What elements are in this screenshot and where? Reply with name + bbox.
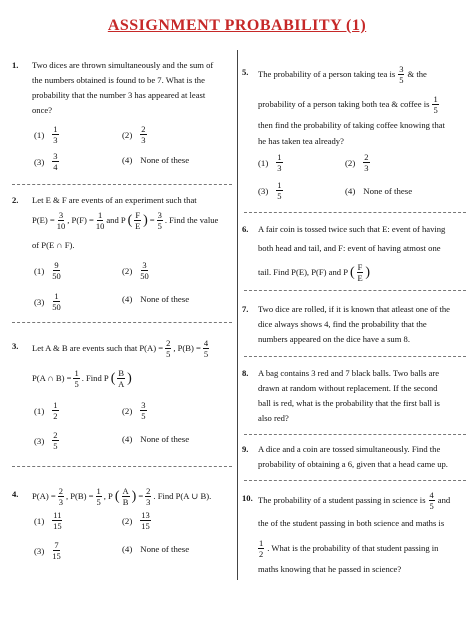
option-label: (2) — [345, 157, 356, 168]
numerator: 3 — [157, 210, 162, 220]
denominator: 3 — [364, 163, 369, 173]
option-text: None of these — [140, 434, 190, 444]
question-5-line2 — [258, 94, 439, 115]
question-text-line: Let E & F are events of an experiment such that — [32, 195, 197, 205]
option-fraction — [140, 260, 149, 281]
question-text-line: numbers appeared on the dice have a sum 8. — [258, 334, 411, 344]
fraction — [117, 368, 125, 389]
formula-text: , P(B) = — [173, 343, 201, 353]
paren-close: ) — [127, 371, 132, 386]
formula-text: and — [437, 495, 451, 505]
fraction — [165, 338, 171, 359]
option-label: (3) — [34, 296, 45, 307]
question-number: 4. — [12, 489, 19, 499]
question-number: 1. — [12, 60, 19, 70]
question-text-line: A fair coin is tossed twice such that E: event of having — [258, 224, 446, 234]
question-text-line: The probability of a student passing in science is — [258, 495, 426, 505]
option-text: None of these — [363, 186, 413, 196]
denominator: E — [135, 221, 141, 231]
fraction — [357, 262, 364, 283]
denominator: 5 — [399, 75, 404, 85]
numerator: 2 — [364, 152, 369, 162]
option — [122, 544, 189, 554]
denominator: 5 — [53, 441, 58, 451]
option — [122, 155, 189, 165]
option-label: (2) — [122, 265, 133, 276]
question-4 — [12, 486, 212, 507]
question-2-formula — [32, 210, 218, 231]
formula-text: = — [149, 215, 155, 225]
fraction — [398, 64, 404, 85]
question-number: 8. — [242, 368, 249, 378]
separator — [12, 322, 232, 323]
option-fraction — [52, 400, 58, 421]
fraction — [134, 210, 141, 231]
formula-text: , P — [103, 491, 113, 501]
option-label: (4) — [345, 186, 356, 196]
numerator: 1 — [433, 94, 438, 104]
denominator: 3 — [146, 497, 151, 507]
question-text-line: he has taken tea already? — [258, 136, 344, 146]
option-fraction — [276, 180, 282, 201]
option-fraction — [363, 152, 369, 173]
numerator: 4 — [429, 490, 434, 500]
question-6-line3 — [258, 262, 370, 283]
question-text-line: probability of a person taking both tea & coffee is — [258, 99, 430, 109]
question-text-line: probability that the number 3 has appeared at least — [32, 90, 206, 100]
option — [34, 260, 61, 281]
question-text-line: The probability of a person taking tea is — [258, 69, 396, 79]
question-text-line: tail. Find P(E), P(F) and P — [258, 267, 348, 277]
denominator: 3 — [277, 163, 282, 173]
formula-text: and P — [106, 215, 126, 225]
paren-open: ( — [350, 265, 355, 280]
question-1 — [12, 58, 232, 118]
numerator: 2 — [141, 124, 146, 134]
question-text-line: the numbers obtained is found to be 7. What is the — [32, 75, 205, 85]
separator — [244, 434, 466, 435]
paren-open: ( — [114, 489, 120, 504]
question-text-line: Let A & B are events such that P(A) = — [32, 343, 164, 353]
question-text-line: A bag contains 3 red and 7 black balls. Two balls are — [258, 368, 440, 378]
question-number: 7. — [242, 304, 249, 314]
option — [258, 152, 283, 173]
denominator: 5 — [429, 501, 434, 511]
fraction — [122, 486, 130, 507]
option-label: (3) — [258, 185, 269, 196]
question-text-line: Two dices are thrown simultaneously and the sum of — [32, 60, 214, 70]
option-fraction — [140, 510, 151, 531]
question-3 — [12, 338, 209, 359]
option — [122, 294, 189, 304]
denominator: 10 — [95, 221, 105, 231]
numerator: 2 — [166, 338, 171, 348]
option — [122, 260, 149, 281]
numerator: 3 — [53, 151, 58, 161]
option-fraction — [52, 260, 61, 281]
paren-close: ) — [131, 489, 137, 504]
denominator: A — [118, 379, 125, 389]
question-9 — [242, 442, 470, 472]
denominator: 15 — [52, 551, 61, 561]
fraction — [73, 368, 79, 389]
separator — [244, 290, 466, 291]
option-label: (4) — [122, 294, 133, 304]
denominator: 5 — [96, 497, 101, 507]
option-text: None of these — [140, 294, 190, 304]
option-label: (1) — [258, 157, 269, 168]
question-text-line: drawn at random without replacement. If the second — [258, 383, 438, 393]
paren-close: ) — [365, 265, 371, 280]
option — [34, 430, 59, 451]
option — [34, 151, 59, 172]
question-10-line3 — [258, 538, 438, 559]
formula-text: P(E) = — [32, 215, 55, 225]
numerator: 13 — [141, 510, 150, 520]
numerator: 1 — [74, 368, 79, 378]
option-fraction — [52, 430, 58, 451]
formula-text: P(A ∩ B) = — [32, 373, 72, 383]
option-fraction — [276, 152, 282, 173]
question-number: 9. — [242, 444, 249, 454]
option — [122, 124, 147, 145]
option-label: (2) — [122, 405, 133, 416]
option-fraction — [140, 124, 146, 145]
formula-text: P(A) = — [32, 491, 56, 501]
fraction — [429, 490, 435, 511]
option-fraction — [52, 540, 61, 561]
option-label: (4) — [122, 544, 133, 554]
fraction — [58, 486, 64, 507]
question-text-line: the of the student passing in both science and maths is — [258, 518, 445, 528]
option — [345, 152, 370, 173]
separator — [12, 466, 232, 467]
option-fraction — [140, 400, 146, 421]
question-text-line: once? — [32, 105, 53, 115]
option-label: (3) — [34, 545, 45, 556]
numerator: 1 — [96, 486, 101, 496]
option — [34, 124, 59, 145]
formula-text: = — [138, 491, 144, 501]
numerator: 2 — [58, 486, 63, 496]
option-text: None of these — [140, 155, 190, 165]
numerator: A — [122, 486, 129, 496]
formula-text: . Find P — [81, 373, 109, 383]
option — [122, 434, 189, 444]
numerator: 1 — [259, 538, 264, 548]
denominator: E — [357, 273, 363, 283]
denominator: 5 — [141, 411, 146, 421]
fraction — [258, 538, 264, 559]
fraction — [96, 486, 102, 507]
option — [34, 510, 62, 531]
fraction — [157, 210, 163, 231]
numerator: B — [118, 368, 125, 378]
denominator: 10 — [56, 221, 66, 231]
option-label: (1) — [34, 129, 45, 140]
option-fraction — [52, 151, 58, 172]
question-text-line: then find the probability of taking coffee knowing that — [258, 120, 445, 130]
question-number: 3. — [12, 341, 19, 351]
option-label: (4) — [122, 155, 133, 165]
denominator: 2 — [53, 411, 58, 421]
denominator: 4 — [53, 162, 58, 172]
denominator: 5 — [157, 221, 162, 231]
numerator: 7 — [54, 540, 59, 550]
option-label: (4) — [122, 434, 133, 444]
option-label: (1) — [34, 405, 45, 416]
question-2 — [12, 193, 237, 208]
numerator: 1 — [54, 291, 59, 301]
paren-open: ( — [127, 213, 133, 228]
denominator: 5 — [433, 105, 438, 115]
option-fraction — [52, 510, 62, 531]
option-label: (1) — [34, 265, 45, 276]
question-text-line: probability of obtaining a 6, given that a head came up. — [258, 459, 448, 469]
page-title: ASSIGNMENT PROBABILITY (1) — [107, 17, 367, 34]
fraction — [96, 210, 105, 231]
formula-text: . Find the value — [164, 215, 219, 225]
option-label: (3) — [34, 435, 45, 446]
denominator: 3 — [58, 497, 63, 507]
fraction — [432, 94, 438, 115]
separator — [244, 212, 466, 213]
denominator: 5 — [277, 191, 282, 201]
denominator: 5 — [166, 349, 171, 359]
question-10 — [242, 490, 451, 511]
option — [258, 180, 283, 201]
numerator: 9 — [54, 260, 59, 270]
option-label: (1) — [34, 515, 45, 526]
denominator: 50 — [140, 271, 149, 281]
denominator: 15 — [141, 521, 150, 531]
question-number: 6. — [242, 224, 249, 234]
question-7 — [242, 302, 470, 347]
numerator: 11 — [53, 510, 62, 520]
numerator: 3 — [58, 210, 64, 220]
formula-text: , P(F) = — [67, 215, 94, 225]
numerator: 1 — [277, 180, 282, 190]
question-text-line: maths knowing that he passed in science? — [258, 564, 402, 574]
question-text-line: also red? — [258, 413, 289, 423]
numerator: F — [135, 210, 141, 220]
fraction — [203, 338, 209, 359]
denominator: 3 — [53, 135, 58, 145]
denominator: 50 — [52, 302, 61, 312]
option — [345, 186, 412, 196]
question-text-line: dice always shows 4, find the probability that the — [258, 319, 427, 329]
formula-text: , P(B) = — [65, 491, 94, 501]
denominator: 5 — [203, 349, 209, 359]
question-text-line: . What is the probability of that student passing in — [267, 543, 439, 553]
question-number: 2. — [12, 195, 19, 205]
numerator: 1 — [53, 124, 58, 134]
numerator: 1 — [97, 210, 103, 220]
question-6 — [242, 222, 468, 256]
denominator: 3 — [141, 135, 146, 145]
numerator: 4 — [203, 338, 209, 348]
question-number: 10. — [242, 493, 253, 503]
formula-text: . Find P(A ∪ B). — [153, 491, 212, 501]
question-text-line: of P(E ∩ F). — [32, 240, 75, 250]
question-text-line: A dice and a coin are tossed simultaneously. Find the — [258, 444, 441, 454]
numerator: 3 — [142, 260, 147, 270]
option-text: None of these — [140, 544, 190, 554]
fraction — [145, 486, 151, 507]
numerator: 2 — [146, 486, 151, 496]
question-3-formula — [32, 368, 132, 389]
option-fraction — [52, 124, 58, 145]
formula-text: & the — [407, 69, 427, 79]
numerator: 2 — [53, 430, 58, 440]
option — [122, 510, 151, 531]
option-label: (2) — [122, 129, 133, 140]
paren-close: ) — [143, 213, 148, 228]
option-fraction — [52, 291, 61, 312]
option — [34, 400, 59, 421]
denominator: 15 — [53, 521, 62, 531]
fraction — [57, 210, 66, 231]
option — [34, 291, 61, 312]
question-number: 5. — [242, 67, 249, 77]
question-5 — [242, 64, 427, 85]
numerator: 1 — [277, 152, 282, 162]
option-label: (2) — [122, 515, 133, 526]
denominator: 5 — [74, 379, 79, 389]
option — [122, 400, 147, 421]
numerator: 3 — [399, 64, 404, 74]
question-text-line: Two dice are rolled, if it is known that atleast one of the — [258, 304, 450, 314]
separator — [12, 184, 232, 185]
separator — [244, 480, 466, 481]
paren-open: ( — [110, 371, 116, 386]
option — [34, 540, 61, 561]
question-text-line: both head and tail, and F: event of having atmost one — [258, 243, 441, 253]
numerator: 3 — [141, 400, 146, 410]
denominator: B — [122, 497, 129, 507]
column-divider — [237, 50, 238, 580]
numerator: F — [357, 262, 363, 272]
denominator: 50 — [52, 271, 61, 281]
separator — [244, 356, 466, 357]
question-8 — [242, 366, 470, 426]
numerator: 1 — [53, 400, 58, 410]
denominator: 2 — [259, 549, 264, 559]
question-text-line: ball is red, what is the probability that the first ball is — [258, 398, 440, 408]
option-label: (3) — [34, 156, 45, 167]
